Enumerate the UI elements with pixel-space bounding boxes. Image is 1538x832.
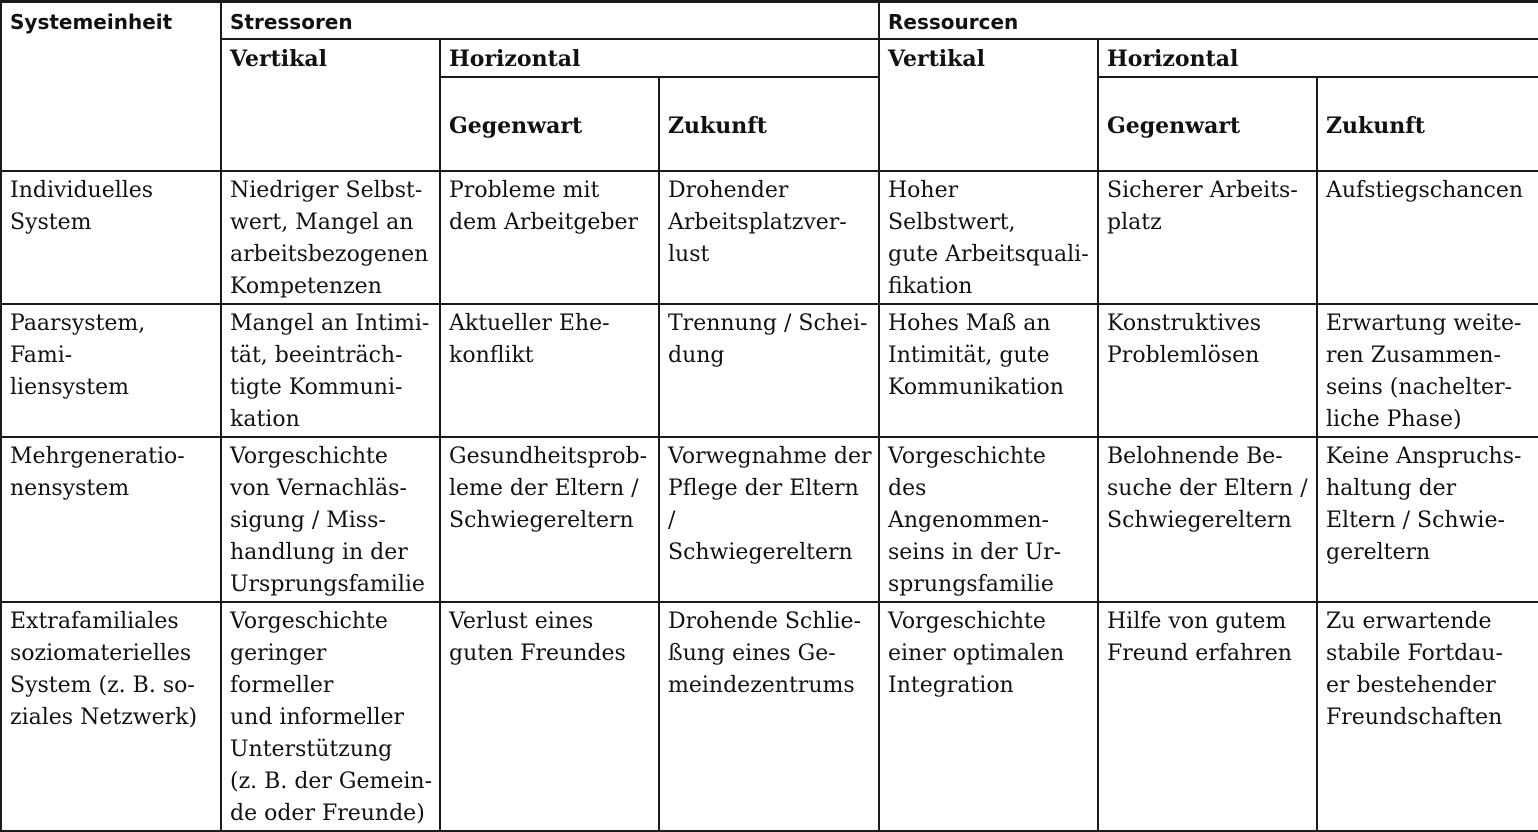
- resource-vertical-cell: Vorgeschichte einer optimalen Integration: [879, 602, 1098, 831]
- header-resources-vertical: Vertikal: [879, 39, 1098, 171]
- resource-present-cell: Belohnende Be- suche der Eltern / Schwiegereltern: [1098, 437, 1317, 602]
- resource-vertical-cell: Hohes Maß an Intimität, gute Kommunikation: [879, 304, 1098, 437]
- stressor-vertical-cell: Vorgeschichte von Vernachläs- sigung / Miss- handlung in der Ursprungsfamilie: [221, 437, 440, 602]
- resource-future-cell: Keine Anspruchs- haltung der Eltern / Schwie- gereltern: [1317, 437, 1538, 602]
- header-resources-present: Gegenwart: [1098, 77, 1317, 171]
- row-system-unit: Mehrgeneratio- nensystem: [1, 437, 221, 602]
- stressor-future-cell: Drohender Arbeitsplatzver- lust: [659, 171, 879, 304]
- table-row: [1, 304, 1538, 437]
- header-stressors-horizontal: Horizontal: [440, 39, 879, 77]
- table-row: [1, 171, 1538, 304]
- header-stressors: Stressoren: [221, 2, 879, 40]
- stressor-future-cell: Drohende Schlie- ßung eines Ge- meindezentrums: [659, 602, 879, 831]
- resource-present-cell: Hilfe von gutem Freund erfahren: [1098, 602, 1317, 831]
- stressor-vertical-cell: Niedriger Selbst- wert, Mangel an arbeitsbezogenen Kompetenzen: [221, 171, 440, 304]
- stressor-future-cell: Trennung / Schei- dung: [659, 304, 879, 437]
- row-system-unit: Individuelles System: [1, 171, 221, 304]
- header-system-unit: Systemeinheit: [1, 2, 221, 172]
- row-system-unit: Extrafamiliales soziomaterielles System (z. B. so- ziales Netzwerk): [1, 602, 221, 831]
- stressor-future-cell: Vorwegnahme der Pflege der Eltern / Schwiegereltern: [659, 437, 879, 602]
- resource-present-cell: Konstruktives Problemlösen: [1098, 304, 1317, 437]
- stressor-present-cell: Verlust eines guten Freundes: [440, 602, 659, 831]
- table-row: [1, 437, 1538, 602]
- resource-present-cell: Sicherer Arbeits- platz: [1098, 171, 1317, 304]
- resource-vertical-cell: Vorgeschichte des Angenommen- seins in der Ur- sprungsfamilie: [879, 437, 1098, 602]
- resource-future-cell: Aufstiegschancen: [1317, 171, 1538, 304]
- stressor-vertical-cell: Vorgeschichte geringer formeller und informeller Unterstützung (z. B. der Gemein- de oder Freunde): [221, 602, 440, 831]
- table-row: [1, 602, 1538, 831]
- row-system-unit: Paarsystem, Fami- liensystem: [1, 304, 221, 437]
- header-stressors-vertical: Vertikal: [221, 39, 440, 171]
- header-stressors-future: Zukunft: [659, 77, 879, 171]
- resource-future-cell: Erwartung weite- ren Zusammen- seins (nachelter- liche Phase): [1317, 304, 1538, 437]
- header-resources-horizontal: Horizontal: [1098, 39, 1538, 77]
- stressor-present-cell: Probleme mit dem Arbeitgeber: [440, 171, 659, 304]
- header-resources-future: Zukunft: [1317, 77, 1538, 171]
- resource-vertical-cell: Hoher Selbstwert, gute Arbeitsquali- fikation: [879, 171, 1098, 304]
- header-resources: Ressourcen: [879, 2, 1538, 40]
- resource-future-cell: Zu erwartende stabile Fortdau- er bestehender Freundschaften: [1317, 602, 1538, 831]
- header-stressors-present: Gegenwart: [440, 77, 659, 171]
- stressor-present-cell: Aktueller Ehe- konflikt: [440, 304, 659, 437]
- stressor-vertical-cell: Mangel an Intimi- tät, beeinträch- tigte Kommuni- kation: [221, 304, 440, 437]
- stressor-present-cell: Gesundheitsprob- leme der Eltern / Schwiegereltern: [440, 437, 659, 602]
